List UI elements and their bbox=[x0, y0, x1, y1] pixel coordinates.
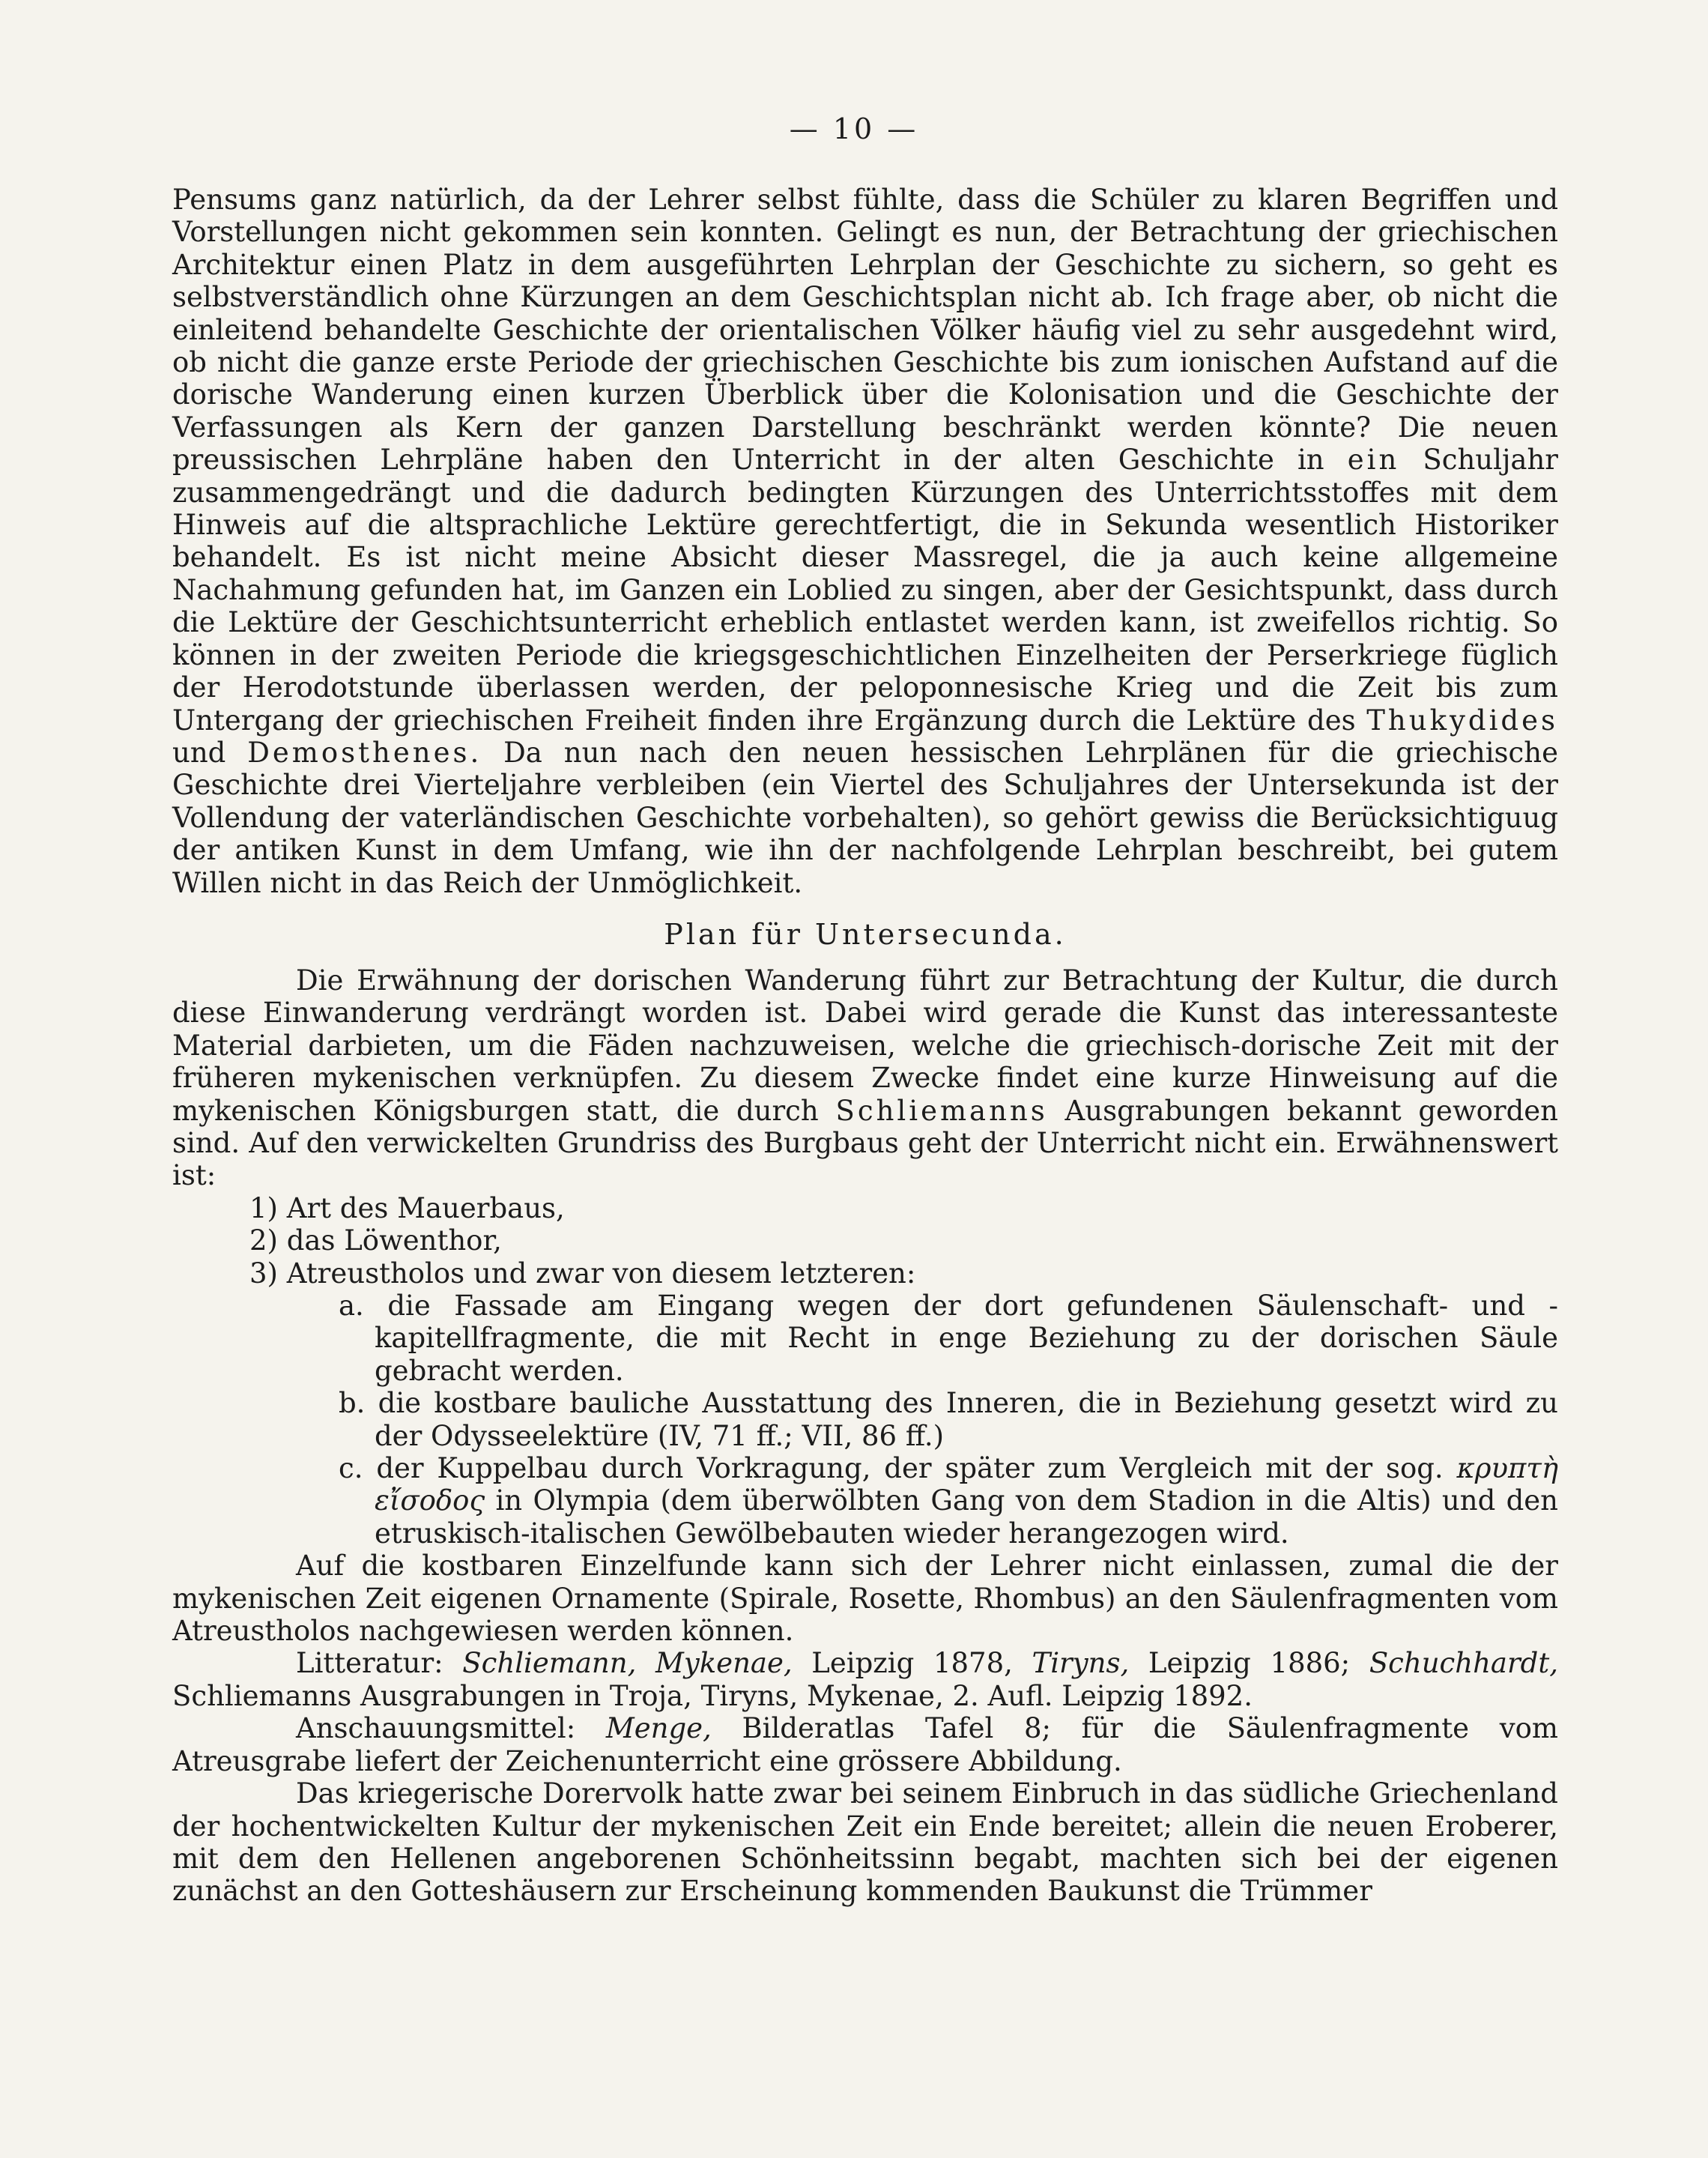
emphasis-ein: ein bbox=[1347, 444, 1400, 477]
greek-term: κρυπτὴ εἴσοδος bbox=[375, 1452, 1558, 1517]
emphasis-demosthenes: Demosthenes. bbox=[247, 736, 482, 769]
emphasis-schliemanns: Schliemanns bbox=[835, 1094, 1048, 1127]
paragraph-teaching-aids: Anschauungsmittel: Menge, Bilderatlas Tafel 8; für die Säulenfragmente vom Atreusgrabe liefert der Zeichenunterricht eine grössere Abbildung. bbox=[172, 1712, 1558, 1777]
paragraph-literature: Litteratur: Schliemann, Mykenae, Leipzig 1878, Tiryns, Leipzig 1886; Schuchhardt, Schliemanns Ausgrabungen in Troja, Tiryns, Mykenae, 2. Aufl. Leipzig 1892. bbox=[172, 1647, 1558, 1712]
section-heading: Plan für Untersecunda. bbox=[664, 917, 1067, 951]
emphasis-thukydides: Thukydides bbox=[1366, 704, 1558, 737]
list-item: 2) das Löwenthor, bbox=[249, 1224, 502, 1257]
list-item: 1) Art des Mauerbaus, bbox=[249, 1191, 565, 1224]
paragraph-intro-continued: Pensums ganz natürlich, da der Lehrer selbst fühlte, dass die Schüler zu klaren Begriffen und Vorstellungen nicht gekommen sein konnten. Gelingt es nun, der Betrachtung der griechischen Architektur einen Platz in dem ausgeführten Lehrplan der Geschichte zu sichern, so geht es selbstverständlich ohne Kürzungen an dem Geschichtsplan nicht ab. Ich frage aber, ob nicht die einleitend behandelte Geschichte der orientalischen Völker häufig viel zu sehr ausgedehnt wird, ob nicht die ganze erste Periode der griechischen Geschichte bis zum ionischen Aufstand auf die dorische Wanderung einen kurzen Überblick über die Kolonisation und die Geschichte der Verfassungen als Kern der ganzen Darstellung beschränkt werden könnte? Die neuen preussischen Lehrpläne haben den Unterricht in der alten Geschichte in ein Schuljahr zusammengedrängt und die dadurch bedingten Kürzungen des Unterrichtsstoffes mit dem Hinweis auf die altsprachliche Lektüre gerechtfertigt, die in Sekunda wesentlich Historiker behandelt. Es ist nicht meine Absicht dieser Massregel, die ja auch keine allgemeine Nachahmung gefunden hat, im Ganzen ein Loblied zu singen, aber der Gesichtspunkt, dass durch die Lektüre der Geschichtsunterricht erheblich entlastet werden kann, ist zweifellos richtig. So können in der zweiten Periode die kriegsgeschichtlichen Einzelheiten der Perserkriege füglich der Herodotstunde überlassen werden, der peloponnesische Krieg und die Zeit bis zum Untergang der griechischen Freiheit finden ihre Ergänzung durch die Lektüre des Thukydides und Demosthenes. Da nun nach den neuen hessischen Lehrplänen für die griechische Geschichte drei Vierteljahre verbleiben (ein Viertel des Schuljahres der Untersekunda ist der Vollendung der vaterländischen Geschichte vorbehalten), so gehört gewiss die Berücksichtiguug der antiken Kunst in dem Umfang, wie ihn der nachfolgende Lehrplan beschreibt, bei gutem Willen nicht in das Reich der Unmöglichkeit. bbox=[172, 184, 1558, 899]
text-body bbox=[172, 184, 1558, 1908]
page-number: — 10 — bbox=[789, 112, 919, 145]
paragraph-finds: Auf die kostbaren Einzelfunde kann sich der Lehrer nicht einlassen, zumal die der mykenischen Zeit eigenen Ornamente (Spirale, Rosette, Rhombus) an den Säulenfragmenten vom Atreustholos nachgewiesen werden können. bbox=[172, 1550, 1558, 1648]
numbered-list bbox=[172, 1192, 1558, 1290]
sublist-item: b. die kostbare bauliche Ausstattung des Inneren, die in Beziehung gesetzt wird zu der Odysseelektüre (IV, 71 ff.; VII, 86 ff.) bbox=[339, 1387, 1558, 1452]
lettered-sublist bbox=[172, 1290, 1558, 1550]
sublist-item: c. der Kuppelbau durch Vorkragung, der später zum Vergleich mit der sog. κρυπτὴ εἴσοδος in Olympia (dem überwölbten Gang von dem Stadion in die Altis) und den etruskisch-italischen Gewölbebauten wieder herangezogen wird. bbox=[339, 1452, 1558, 1550]
list-item: 3) Atreustholos und zwar von diesem letzteren: bbox=[249, 1257, 916, 1290]
paragraph-dorians: Das kriegerische Dorervolk hatte zwar bei seinem Einbruch in das südliche Griechenland der hochentwickelten Kultur der mykenischen Zeit ein Ende bereitet; allein die neuen Eroberer, mit dem den Hellenen angeborenen Schönheitssinn begabt, machten sich bei der eigenen zunächst an den Gotteshäusern zur Erscheinung kommenden Baukunst die Trümmer bbox=[172, 1777, 1558, 1908]
sublist-item: a. die Fassade am Eingang wegen der dort gefundenen Säulenschaft- und -kapitellfragmente, die mit Recht in enge Beziehung zu der dorischen Säule gebracht werden. bbox=[339, 1290, 1558, 1387]
paragraph-plan-intro: Die Erwähnung der dorischen Wanderung führt zur Betrachtung der Kultur, die durch diese Einwanderung verdrängt worden ist. Dabei wird gerade die Kunst das interessanteste Material darbieten, um die Fäden nachzuweisen, welche die griechisch-dorische Zeit mit der früheren mykenischen verknüpfen. Zu diesem Zwecke findet eine kurze Hinweisung auf die mykenischen Königsburgen statt, die durch Schliemanns Ausgrabungen bekannt geworden sind. Auf den verwickelten Grundriss des Burgbaus geht der Unterricht nicht ein. Erwähnenswert ist: bbox=[172, 964, 1558, 1192]
